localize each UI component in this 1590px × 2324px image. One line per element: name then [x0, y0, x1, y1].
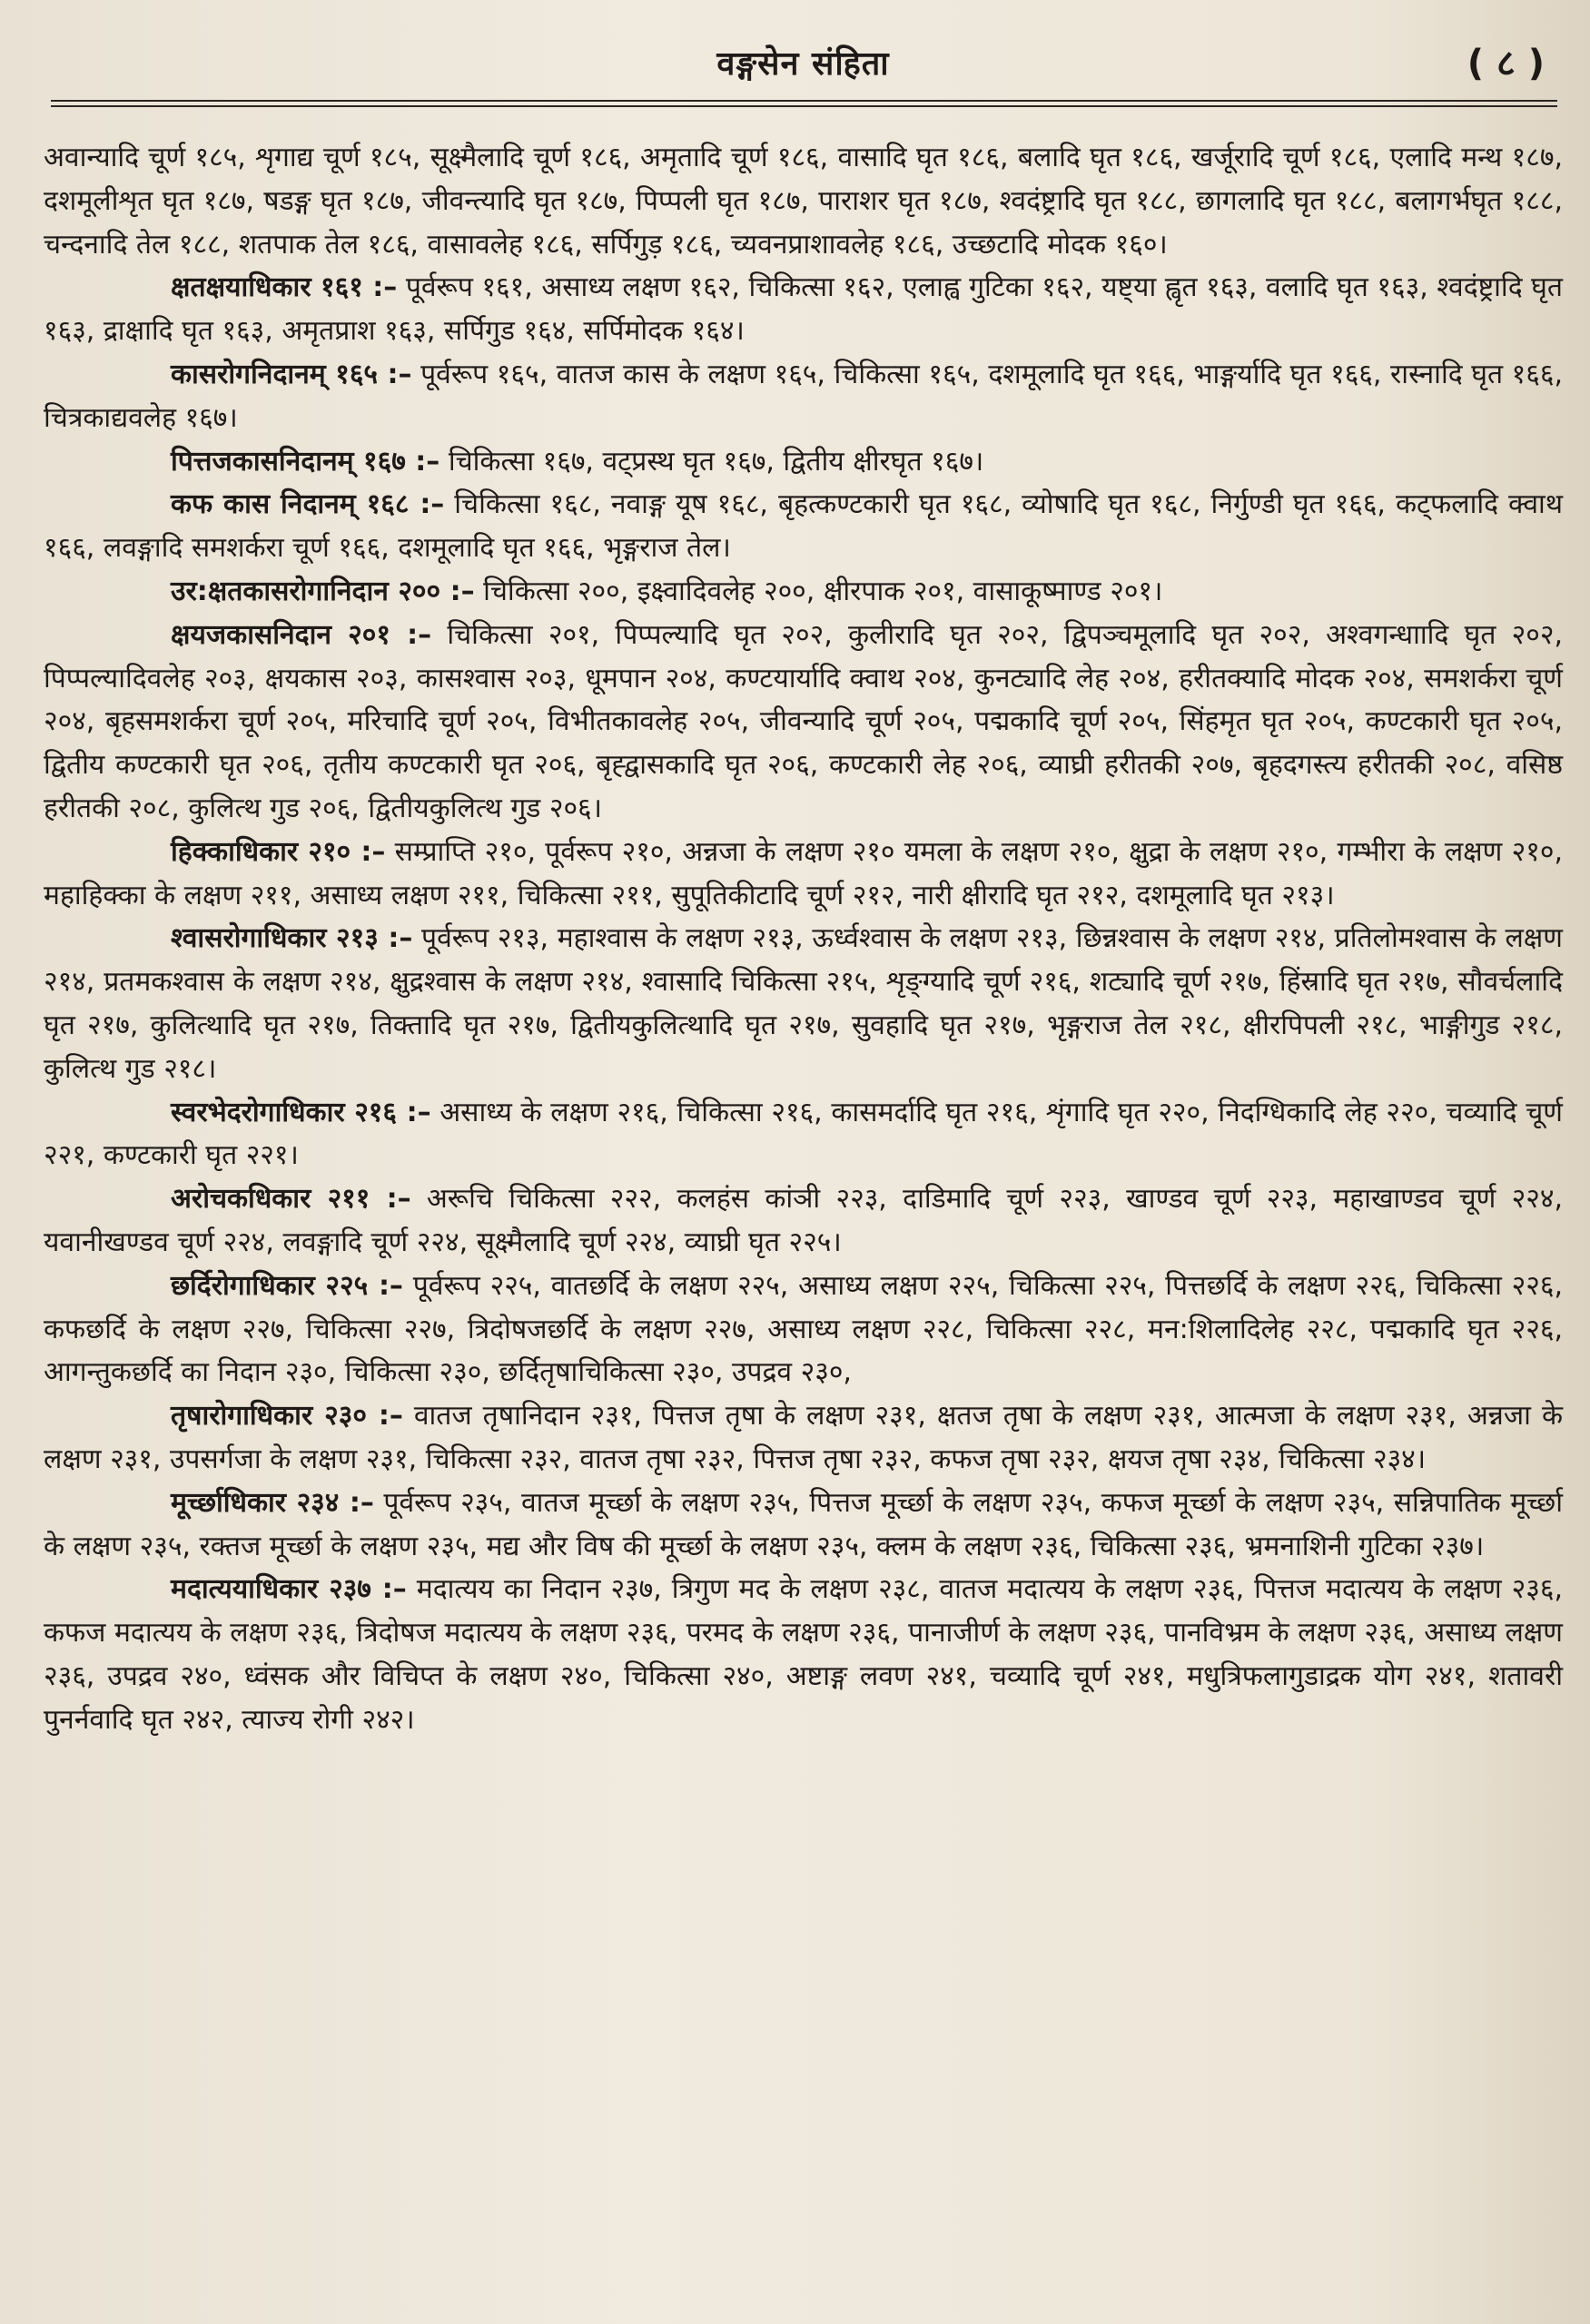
entry-text: अरूचि चिकित्सा २२२, कलहंस कांञी २२३, दाडिमादि चूर्ण २२३, खाण्डव चूर्ण २२३, महाखाण्डव चूर्ण २२४, यवानीखण्डव चूर्ण २२४, लवङ्गादि चूर्ण २२४, सूक्ष्मैलादि चूर्ण २२४, व्याघ्री घृत २२५। — [44, 1183, 1563, 1258]
index-entry — [44, 917, 1563, 1090]
entry-text: पूर्वरूप २२५, वातछर्दि के लक्षण २२५, असाध्य लक्षण २२५, चिकित्सा २२५, पित्तछर्दि के लक्षण २२६, चिकित्सा २२६, कफछर्दि के लक्षण २२७, चिकित्सा २२७, त्रिदोषजछर्दि के लक्षण २२७, असाध्य लक्षण २२८, चिकित्सा २२८, मन:शिलादिलेह २२८, पद्मकादि घृत २२६, आगन्तुकछर्दि का निदान २३०, चिकित्सा २३०, छर्दितृषाचिकित्सा २३०, उपद्रव २३०, — [44, 1269, 1563, 1389]
index-content — [44, 107, 1563, 1741]
entry-text: चिकित्सा १६७, वट्प्रस्थ घृत १६७, द्वितीय क्षीरघृत १६७। — [439, 445, 984, 478]
index-entry — [44, 136, 1563, 266]
index-entry — [44, 266, 1563, 353]
entry-text: पूर्वरूप १६१, असाध्य लक्षण १६२, चिकित्सा १६२, एलाह्व गुटिका १६२, यष्ट्या ह्वृत १६३, वलादि घृत १६३, श्वदंष्ट्रादि घृत १६३, द्राक्षादि घृत १६३, अमृतप्राश १६३, सर्पिगुड १६४, सर्पिमोदक १६४। — [44, 271, 1563, 348]
page-number: ( ८ ) — [1467, 43, 1545, 84]
index-entry — [44, 1091, 1563, 1178]
entry-text: चिकित्सा २००, इक्ष्वादिवलेह २००, क्षीरपाक २०१, वासाकूष्माण्ड २०१। — [474, 575, 1163, 607]
entry-heading: अरोचकधिकार २११ :– — [171, 1183, 411, 1216]
index-entry — [44, 353, 1563, 440]
entry-text: असाध्य के लक्षण २१६, चिकित्सा २१६, कासमर्दादि घृत २१६, शृंगादि घृत २२०, निदग्धिकादि लेह २२०, चव्यादि चूर्ण २२१, कण्टकारी घृत २२१। — [44, 1096, 1563, 1172]
index-entry — [44, 1568, 1563, 1741]
entry-heading: कफ कास निदानम् १६८ :– — [171, 488, 445, 521]
entry-text: चिकित्सा २०१, पिप्पल्यादि घृत २०२, कुलीरादि घृत २०२, द्विपञ्चमूलादि घृत २०२, अश्वगन्धाादि घृत २०२, पिप्पल्यादिवलेह २०३, क्षयकास २०३, कासश्वास २०३, धूमपान २०४, कण्टयार्यादि क्वाथ २०४, कुनट्यादि लेह २०४, हरीतक्यादि मोदक २०४, समशर्करा चूर्ण २०४, बृहसमशर्करा चूर्ण २०५, मरिचादि चूर्ण २०५, विभीतकावलेह २०५, जीवन्यादि चूर्ण २०५, पद्मकादि चूर्ण २०५, सिंहमृत घृत २०५, कण्टकारी घृत २०५, द्वितीय कण्टकारी घृत २०६, तृतीय कण्टकारी घृत २०६, बृह्द्वासकादि घृत २०६, कण्टकारी लेह २०६, व्याघ्री हरीतकी २०७, बृहदगस्त्य हरीतकी २०८, वसिष्ठ हरीतकी २०८, कुलित्थ गुड २०६, द्वितीयकुलित्थ गुड २०६। — [44, 618, 1563, 824]
entry-heading: उर:क्षतकासरोगानिदान २०० :– — [171, 575, 475, 607]
index-entry — [44, 570, 1563, 614]
entry-text: पूर्वरूप २३५, वातज मूर्च्छा के लक्षण २३५, पित्तज मूर्च्छा के लक्षण २३५, कफज मूर्च्छा के लक्षण २३५, सन्निपातिक मूर्च्छा के लक्षण २३५, रक्तज मूर्च्छा के लक्षण २३५, मद्य और विष की मूर्च्छा के लक्षण २३५, क्लम के लक्षण २३६, चिकित्सा २३६, भ्रमनाशिनी गुटिका २३७। — [44, 1486, 1564, 1562]
index-entry — [44, 1394, 1563, 1482]
page-header — [44, 0, 1563, 107]
entry-text: चिकित्सा १६८, नवाङ्ग यूष १६८, बृहत्कण्टकारी घृत १६८, व्योषादि घृत १६८, निर्गुण्डी घृत १६६, कट्फलादि क्वाथ १६६, लवङ्गादि समशर्करा चूर्ण १६६, दशमूलादि घृत १६६, भृङ्गराज तेल। — [44, 488, 1563, 565]
entry-heading: हिक्काधिकार २१० :– — [171, 835, 386, 868]
entry-text: पूर्वरूप १६५, वातज कास के लक्षण १६५, चिकित्सा १६५, दशमूलादि घृत १६६, भाङ्गर्यादि घृत १६६, रास्नादि घृत १६६, चित्रकाद्यवलेह १६७। — [44, 358, 1564, 434]
entry-heading: पित्तजकासनिदानम् १६७ :– — [171, 445, 440, 478]
entry-heading: मूर्च्छाधिकार २३४ :– — [171, 1486, 374, 1519]
entry-heading: क्षतक्षयाधिकार १६१ :– — [171, 271, 398, 304]
entry-heading: मदात्ययाधिकार २३७ :– — [171, 1573, 407, 1606]
entry-text: पूर्वरूप २१३, महाश्वास के लक्षण २१३, ऊर्ध्वश्वास के लक्षण २१३, छिन्नश्वास के लक्षण २१४, प्रतिलोमश्वास के लक्षण २१४, प्रतमकश्वास के लक्षण २१४, क्षुद्रश्वास के लक्षण २१४, श्वासादि चिकित्सा २१५, शृङ्ग्यादि चूर्ण २१६, शट्यादि चूर्ण २१७, हिंस्रादि घृत २१७, सौवर्चलादि घृत २१७, कुलित्थादि घृत २१७, तिक्तादि घृत २१७, द्वितीयकुलित्थादि घृत २१७, सुवहादि घृत २१७, भृङ्गराज तेल २१८, क्षीरपिपली २१८, भाङ्गीगुड २१८, कुलित्थ गुड २१८। — [44, 922, 1564, 1085]
entry-heading: क्षयजकासनिदान २०१ :– — [171, 618, 432, 651]
header-rule — [51, 100, 1557, 102]
index-entry — [44, 1177, 1563, 1265]
page-title: वङ्गसेन संहिता — [716, 45, 890, 83]
entry-text: वातज तृषानिदान २३१, पित्तज तृषा के लक्षण २३१, क्षतज तृषा के लक्षण २३१, आत्मजा के लक्षण २३१, अन्नजा के लक्षण २३१, उपसर्गजा के लक्षण २३१, चिकित्सा २३२, वातज तृषा २३२, पित्तज तृषा २३२, कफज तृषा २३२, क्षयज तृषा २३४, चिकित्सा २३४। — [44, 1400, 1563, 1475]
entry-text: मदात्यय का निदान २३७, त्रिगुण मद के लक्षण २३८, वातज मदात्यय के लक्षण २३६, पित्तज मदात्यय के लक्षण २३६, कफज मदात्यय के लक्षण २३६, त्रिदोषज मदात्यय के लक्षण २३६, परमद के लक्षण २३६, पानाजीर्ण के लक्षण २३६, पानविभ्रम के लक्षण २३६, असाध्य लक्षण २३६, उपद्रव २४०, ध्वंसक और विचिप्त के लक्षण २४०, चिकित्सा २४०, अष्टाङ्ग लवण २४१, चव्यादि चूर्ण २४१, मधुत्रिफलागुडाद्रक योग २४१, शतावरी पुनर्नवादि घृत २४२, त्याज्य रोगी २४२। — [44, 1573, 1563, 1736]
index-entry — [44, 831, 1563, 918]
entry-heading: श्वासरोगाधिकार २१३ :– — [171, 922, 413, 955]
entry-heading: तृषारोगाधिकार २३० :– — [171, 1400, 403, 1433]
index-entry — [44, 614, 1563, 831]
entry-text: अवान्यादि चूर्ण १८५, शृगाद्य चूर्ण १८५, सूक्ष्मैलादि चूर्ण १८६, अमृतादि चूर्ण १८६, वासादि घृत १८६, बलादि घृत १८६, खर्जूरादि चूर्ण १८६, एलादि मन्थ १८७, दशमूलीशृत घृत १८७, षडङ्ग घृत १८७, जीवन्त्यादि घृत १८७, पिप्पली घृत १८७, पाराशर घृत १८७, श्वदंष्ट्रादि घृत १८८, छागलादि घृत १८८, बलागर्भघृत १८८, चन्दनादि तेल १८८, शतपाक तेल १८६, वासावलेह १८६, सर्पिगुड़ १८६, च्यवनप्राशावलेह १८६, उच्छटादि मोदक १६०। — [44, 142, 1563, 261]
header-rule — [51, 105, 1557, 107]
index-entry — [44, 1265, 1563, 1394]
entry-heading: स्वरभेदरोगाधिकार २१६ :– — [171, 1096, 431, 1128]
entry-heading: कासरोगनिदानम् १६५ :– — [171, 358, 412, 390]
index-entry — [44, 440, 1563, 484]
entry-text: सम्प्राप्ति २१०, पूर्वरूप २१०, अन्नजा के लक्षण २१० यमला के लक्षण २१०, क्षुद्रा के लक्षण २१०, गम्भीरा के लक्षण २१०, महाहिक्का के लक्षण २११, असाध्य लक्षण २११, चिकित्सा २११, सुपूतिकीटादि चूर्ण २१२, नारी क्षीरादि घृत २१२, दशमूलादि घृत २१३। — [44, 835, 1563, 911]
index-entry — [44, 483, 1563, 570]
index-entry — [44, 1482, 1563, 1569]
entry-heading: छर्दिरोगाधिकार २२५ :– — [171, 1269, 403, 1302]
